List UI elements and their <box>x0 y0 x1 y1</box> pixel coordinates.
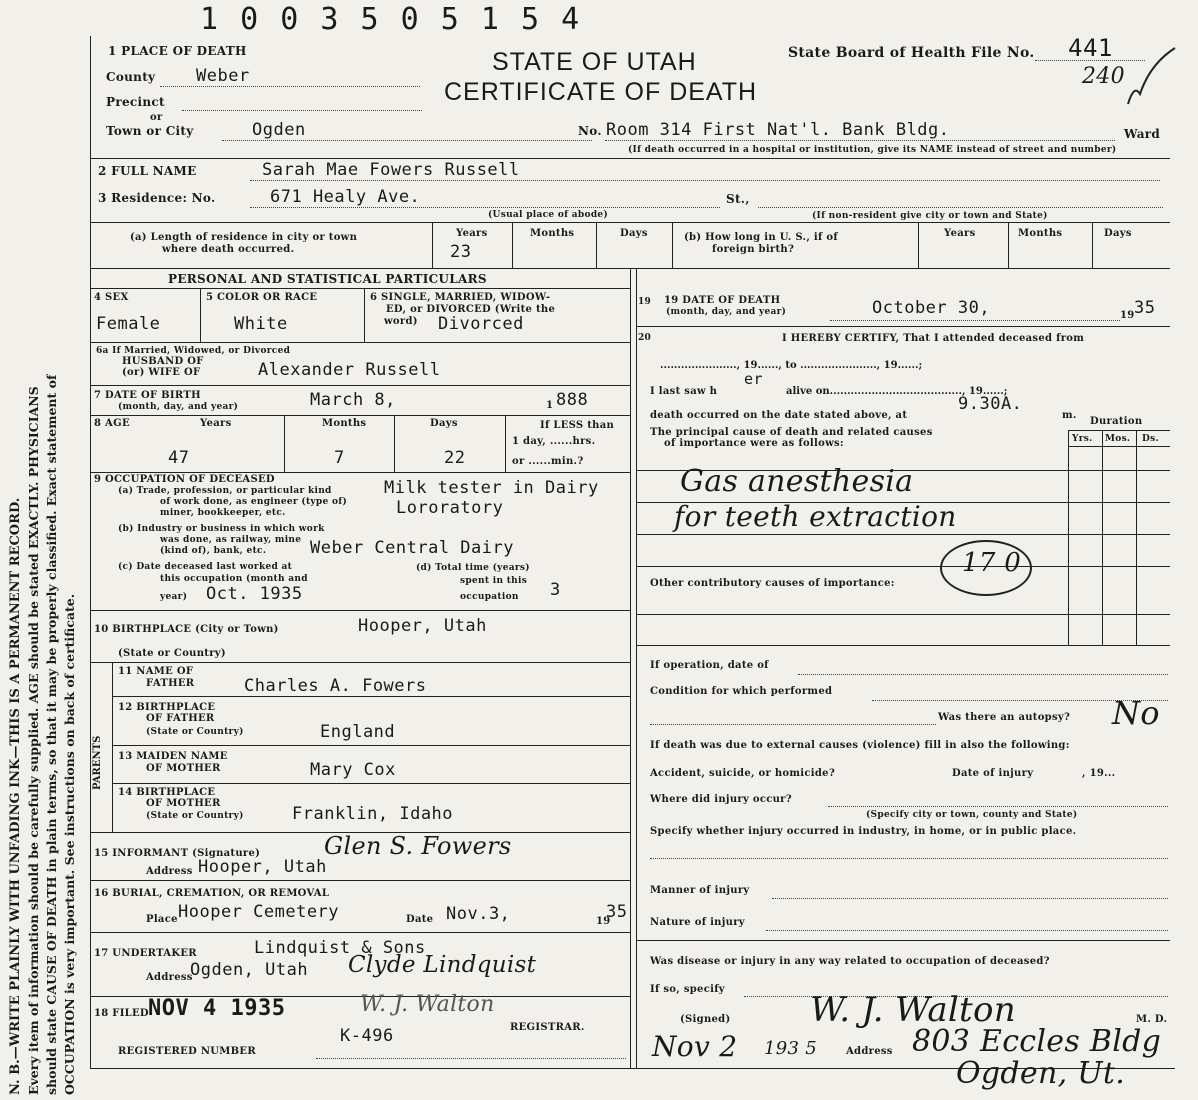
length-label-a2: where death occurred. <box>162 244 295 255</box>
file-no-label: State Board of Health File No. <box>788 45 1035 61</box>
side-note-line2: Every item of information should be carefully supplied. AGE should be stated EXACTLY. PHYSICIANS <box>26 386 41 1095</box>
less-than-label2: 1 day, ......hrs. <box>512 436 596 447</box>
dur-ds: Ds. <box>1142 434 1159 444</box>
informant-address-label: Address <box>146 866 193 877</box>
side-note-line3: should state CAUSE OF DEATH in plain terms, so that it may be properly classified. Exact statement of <box>44 374 59 1095</box>
less-than-label1: If LESS than <box>540 420 615 431</box>
dur-yrs: Yrs. <box>1072 434 1093 444</box>
usual-abode-note: (Usual place of abode) <box>488 210 608 220</box>
hospital-note: (If death occurred in a hospital or institution, give its NAME instead of street and number) <box>628 145 1117 155</box>
rule-8 <box>90 472 630 473</box>
mother-value: Mary Cox <box>310 760 396 780</box>
age-days-value: 22 <box>444 448 466 468</box>
mother-bp-label1: 14 BIRTHPLACE <box>118 787 216 798</box>
us-col-2 <box>1008 222 1009 268</box>
non-resident-note: (If non-resident give city or town and State) <box>812 211 1048 221</box>
document-number: 1 0 0 3 5 0 5 1 5 4 <box>200 2 582 37</box>
spouse-label3: (or) WIFE OF <box>122 367 201 378</box>
ward-label: Ward <box>1124 127 1161 141</box>
undertaker-address: Ogden, Utah <box>190 960 309 980</box>
dod-year: 35 <box>1134 298 1156 318</box>
dod-line <box>830 320 1120 321</box>
father-value: Charles A. Fowers <box>244 676 427 696</box>
length-label-a: (a) Length of residence in city or town <box>130 232 358 243</box>
file-no: 441 <box>1068 34 1113 62</box>
mother-label2: OF MOTHER <box>146 763 221 774</box>
cause-rule-4 <box>636 566 1170 567</box>
nature-label: Nature of injury <box>650 917 745 928</box>
town-value: Ogden <box>252 120 306 140</box>
industry-label3: (kind of), bank, etc. <box>160 546 267 556</box>
town-line <box>222 140 592 141</box>
md-label: M. D. <box>1136 1014 1168 1025</box>
left-border <box>90 36 91 1068</box>
accident-label: Accident, suicide, or homicide? <box>650 768 835 779</box>
mother-bp-value: Franklin, Idaho <box>292 804 454 824</box>
race-value: White <box>234 314 288 334</box>
dur-col-1 <box>1068 430 1069 645</box>
informant-label: 15 INFORMANT (Signature) <box>94 848 261 859</box>
length-months-label: Months <box>530 228 575 239</box>
residence-value: 671 Healy Ave. <box>270 187 421 207</box>
total-time-label1: (d) Total time (years) <box>416 563 530 573</box>
time-m-label: m. <box>1062 410 1077 421</box>
county-label: County <box>106 70 156 84</box>
physician-signature: W. J. Walton <box>810 990 1016 1030</box>
where-line <box>828 806 1168 807</box>
if-so-label: If so, specify <box>650 984 725 995</box>
total-time-label2: spent in this <box>460 576 528 586</box>
sign-year: 193 5 <box>764 1038 818 1059</box>
certify-text: I HEREBY CERTIFY, That I attended deceased from <box>782 333 1085 344</box>
occupation-related-label: Was disease or injury in any way related to occupation of deceased? <box>650 956 1050 967</box>
rule-p3 <box>112 783 630 784</box>
col-age2 <box>394 415 395 472</box>
len-col-3 <box>596 222 597 268</box>
dob-year: 888 <box>556 390 589 410</box>
rule-10 <box>90 662 630 663</box>
cert-num: 20 <box>638 333 652 343</box>
mother-bp-label2: OF MOTHER <box>146 798 221 809</box>
father-bp-label1: 12 BIRTHPLACE <box>118 702 216 713</box>
where-injury-sub: (Specify city or town, county and State) <box>866 810 1078 820</box>
physician-address: 803 Eccles Bldg <box>912 1024 1162 1059</box>
undertaker-address-label: Address <box>146 972 193 983</box>
street-label: St., <box>726 192 750 206</box>
sign-date: Nov 2 <box>652 1030 738 1063</box>
industry-label1: (b) Industry or business in which work <box>118 524 325 534</box>
rule-1 <box>90 158 1170 159</box>
rule-p1 <box>112 696 630 697</box>
occupation-label: 9 OCCUPATION OF DECEASED <box>94 474 275 485</box>
trade-label2: of work done, as engineer (type of) <box>160 497 348 507</box>
physician-address2: Ogden, Ut. <box>956 1056 1126 1091</box>
sex-value: Female <box>96 314 161 334</box>
us-days-label: Days <box>1104 228 1132 239</box>
length-years-label: Years <box>456 228 488 239</box>
county-value: Weber <box>196 66 250 86</box>
birthplace-value: Hooper, Utah <box>358 616 487 636</box>
informant-address: Hooper, Utah <box>198 857 327 877</box>
burial-year-prefix: 19 <box>596 916 611 927</box>
cause-label2: of importance were as follows: <box>664 438 844 449</box>
dur-mos: Mos. <box>1105 434 1131 444</box>
dur-head-line <box>1068 446 1170 447</box>
marital-value: Divorced <box>438 314 524 334</box>
trade-label3: miner, bookkeeper, etc. <box>160 508 286 518</box>
condition-label: Condition for which performed <box>650 686 833 697</box>
dod-year-prefix: 19 <box>1120 310 1135 321</box>
signed-label: (Signed) <box>680 1014 731 1025</box>
len-col-4 <box>672 222 673 268</box>
street-line <box>758 207 1163 208</box>
dod-value: October 30, <box>872 298 991 318</box>
less-than-label3: or ......min.? <box>512 456 584 467</box>
rule-12 <box>90 880 630 881</box>
death-occurred-label: death occurred on the date stated above, at <box>650 410 908 421</box>
precinct-label: Precinct <box>106 95 165 109</box>
last-worked-value: Oct. 1935 <box>206 584 303 604</box>
or-label: or <box>150 112 163 123</box>
burial-year: 35 <box>606 902 628 922</box>
birthplace-sub: (State or Country) <box>118 648 226 659</box>
alive-on: alive on......................................, 19......; <box>786 386 1008 397</box>
time-of-death: 9.30A. <box>958 394 1023 414</box>
spouse-value: Alexander Russell <box>258 360 441 380</box>
us-years-label: Years <box>944 228 976 239</box>
manner-line <box>772 898 1168 899</box>
residence-line <box>250 207 720 208</box>
full-name-line <box>250 180 1160 181</box>
rule-4 <box>90 288 630 289</box>
operation-line <box>798 674 1168 675</box>
dod-label2: (month, day, and year) <box>666 307 787 317</box>
father-label2: FATHER <box>146 678 195 689</box>
autopsy-line-left <box>650 724 936 725</box>
filed-label: 18 FILED <box>94 1008 149 1019</box>
undertaker-label: 17 UNDERTAKER <box>94 948 197 959</box>
file-sub-number: 240 <box>1082 64 1125 89</box>
trade-value: Milk tester in Dairy <box>384 478 599 498</box>
len-col-1 <box>432 222 433 268</box>
side-note-line1: N. B.—WRITE PLAINLY WITH UNFADING INK—THIS IS A PERMANENT RECORD. <box>8 497 23 1095</box>
father-label1: 11 NAME OF <box>118 666 194 677</box>
full-name-value: Sarah Mae Fowers Russell <box>262 160 520 180</box>
age-months-label: Months <box>322 418 367 429</box>
registrar-signature: W. J. Walton <box>360 992 495 1017</box>
state-title: STATE OF UTAH <box>492 48 697 76</box>
precinct-line <box>182 110 422 111</box>
industry-label2: was done, as railway, mine <box>160 535 302 545</box>
burial-label: 16 BURIAL, CREMATION, OR REMOVAL <box>94 888 330 899</box>
mother-bp-label3: (State or Country) <box>146 811 244 821</box>
rule-r2 <box>636 940 1170 941</box>
date-injury-19: , 19... <box>1082 768 1116 779</box>
rule-p2 <box>112 745 630 746</box>
full-name-label: 2 FULL NAME <box>98 164 197 178</box>
length-years-value: 23 <box>450 242 472 262</box>
us-months-label: Months <box>1018 228 1063 239</box>
other-causes-label: Other contributory causes of importance: <box>650 578 895 589</box>
trade-label1: (a) Trade, profession, or particular kind <box>118 486 332 496</box>
dur-col-2 <box>1102 430 1103 645</box>
residence-label: 3 Residence: No. <box>98 191 216 205</box>
last-worked-label3: year) <box>160 592 188 602</box>
county-line <box>160 86 420 87</box>
dob-label1: 7 DATE OF BIRTH <box>94 390 201 401</box>
father-bp-label2: OF FATHER <box>146 713 215 724</box>
industry-value: Weber Central Dairy <box>310 538 514 558</box>
col-race <box>364 288 365 342</box>
rule-13 <box>90 932 630 933</box>
col-age1 <box>284 415 285 472</box>
last-saw-sup: er <box>744 370 764 388</box>
age-years-value: 47 <box>168 448 190 468</box>
cause-code: 17 0 <box>962 548 1022 578</box>
age-label: 8 AGE <box>94 418 130 429</box>
dod-num: 19 <box>638 297 652 307</box>
where-injury-label: Where did injury occur? <box>650 794 792 805</box>
registered-number: K-496 <box>340 1026 394 1046</box>
birthplace-label: 10 BIRTHPLACE (City or Town) <box>94 624 279 635</box>
operation-label: If operation, date of <box>650 660 769 671</box>
reg-number-line <box>316 1058 626 1059</box>
col-sex <box>200 288 201 342</box>
last-worked-label1: (c) Date deceased last worked at <box>118 562 293 572</box>
date-injury-label: Date of injury <box>952 768 1034 779</box>
cause-line-2: for teeth extraction <box>674 500 957 533</box>
father-bp-label3: (State or Country) <box>146 727 244 737</box>
cause-line-1: Gas anesthesia <box>680 464 914 499</box>
street-no-line <box>605 140 1115 141</box>
registrar-label: REGISTRAR. <box>510 1022 585 1033</box>
dob-year-prefix: 1 <box>546 400 554 411</box>
marital-label1: 6 SINGLE, MARRIED, WIDOW- <box>370 292 551 303</box>
autopsy-label: Was there an autopsy? <box>938 712 1071 723</box>
place-of-death-label: 1 PLACE OF DEATH <box>108 44 247 58</box>
parents-side-label: PARENTS <box>92 735 103 790</box>
age-months-value: 7 <box>334 448 345 468</box>
rule-5 <box>90 342 630 343</box>
attendance-dates: ......................, 19......, to ......................, 19......; <box>660 360 923 371</box>
burial-date-label: Date <box>406 914 434 925</box>
col-age3 <box>505 415 506 472</box>
parents-col <box>112 662 113 832</box>
side-note-line4: OCCUPATION is very important. See instructions on back of certificate. <box>62 593 77 1095</box>
specify-line <box>650 858 1168 859</box>
len-col-2 <box>512 222 513 268</box>
rule-r1 <box>636 326 1170 327</box>
spouse-label1: 6a If Married, Widowed, or Divorced <box>96 346 291 356</box>
dob-label2: (month, day, and year) <box>118 402 239 412</box>
rule-6 <box>90 385 630 386</box>
age-days-label: Days <box>430 418 458 429</box>
external-causes-label: If death was due to external causes (violence) fill in also the following: <box>650 740 1070 751</box>
burial-place-label: Place <box>146 914 178 925</box>
duration-label: Duration <box>1090 416 1143 427</box>
physician-address-label: Address <box>846 1046 893 1057</box>
race-label: 5 COLOR OR RACE <box>206 292 318 303</box>
marital-label2: ED, or DIVORCED (Write the <box>386 304 556 315</box>
autopsy-value: No <box>1112 694 1160 732</box>
marital-label3: word) <box>384 316 418 327</box>
cause-rule-5 <box>636 614 1170 615</box>
burial-place: Hooper Cemetery <box>178 902 340 922</box>
us-length-label2: foreign birth? <box>712 244 795 255</box>
trade-value2: Lororatory <box>396 498 504 518</box>
street-no-label: No. <box>578 124 602 138</box>
last-worked-label2: this occupation (month and <box>160 574 308 584</box>
sex-label: 4 SEX <box>94 292 129 303</box>
us-col-1 <box>918 222 919 268</box>
dod-label1: 19 DATE OF DEATH <box>664 295 781 306</box>
manner-label: Manner of injury <box>650 885 750 896</box>
dur-top <box>1068 430 1170 431</box>
undertaker-name: Lindquist & Sons <box>254 938 426 958</box>
mother-label1: 13 MAIDEN NAME <box>118 751 228 762</box>
dob-value: March 8, <box>310 390 396 410</box>
length-days-label: Days <box>620 228 648 239</box>
town-label: Town or City <box>106 124 194 138</box>
rule-9 <box>90 610 630 611</box>
file-checkmark <box>1120 44 1180 114</box>
us-length-label: (b) How long in U. S., if of <box>684 232 838 243</box>
spouse-label2: HUSBAND OF <box>122 356 204 367</box>
age-years-label: Years <box>200 418 232 429</box>
registered-number-label: REGISTERED NUMBER <box>118 1046 256 1057</box>
rule-7 <box>90 415 630 416</box>
total-time-value: 3 <box>550 580 561 600</box>
filed-stamp: NOV 4 1935 <box>148 996 286 1021</box>
burial-date: Nov.3, <box>446 904 511 924</box>
informant-signature: Glen S. Fowers <box>324 832 512 860</box>
street-no-value: Room 314 First Nat'l. Bank Bldg. <box>606 120 950 140</box>
cause-rule-3 <box>636 534 1170 535</box>
certificate-title: CERTIFICATE OF DEATH <box>444 78 758 106</box>
last-saw-label: I last saw h <box>650 386 718 397</box>
main-divider-2 <box>636 268 637 1068</box>
main-divider <box>630 268 631 1068</box>
nature-line <box>766 930 1168 931</box>
dur-col-3 <box>1136 430 1137 645</box>
cause-rule-6 <box>636 645 1170 646</box>
specify-label: Specify whether injury occurred in industry, in home, or in public place. <box>650 826 1077 837</box>
father-bp-value: England <box>320 722 396 742</box>
us-col-3 <box>1092 222 1093 268</box>
total-time-label3: occupation <box>460 592 519 602</box>
cause-label1: The principal cause of death and related causes <box>650 427 933 438</box>
personal-heading: PERSONAL AND STATISTICAL PARTICULARS <box>168 272 487 286</box>
undertaker-signature: Clyde Lindquist <box>348 952 537 978</box>
